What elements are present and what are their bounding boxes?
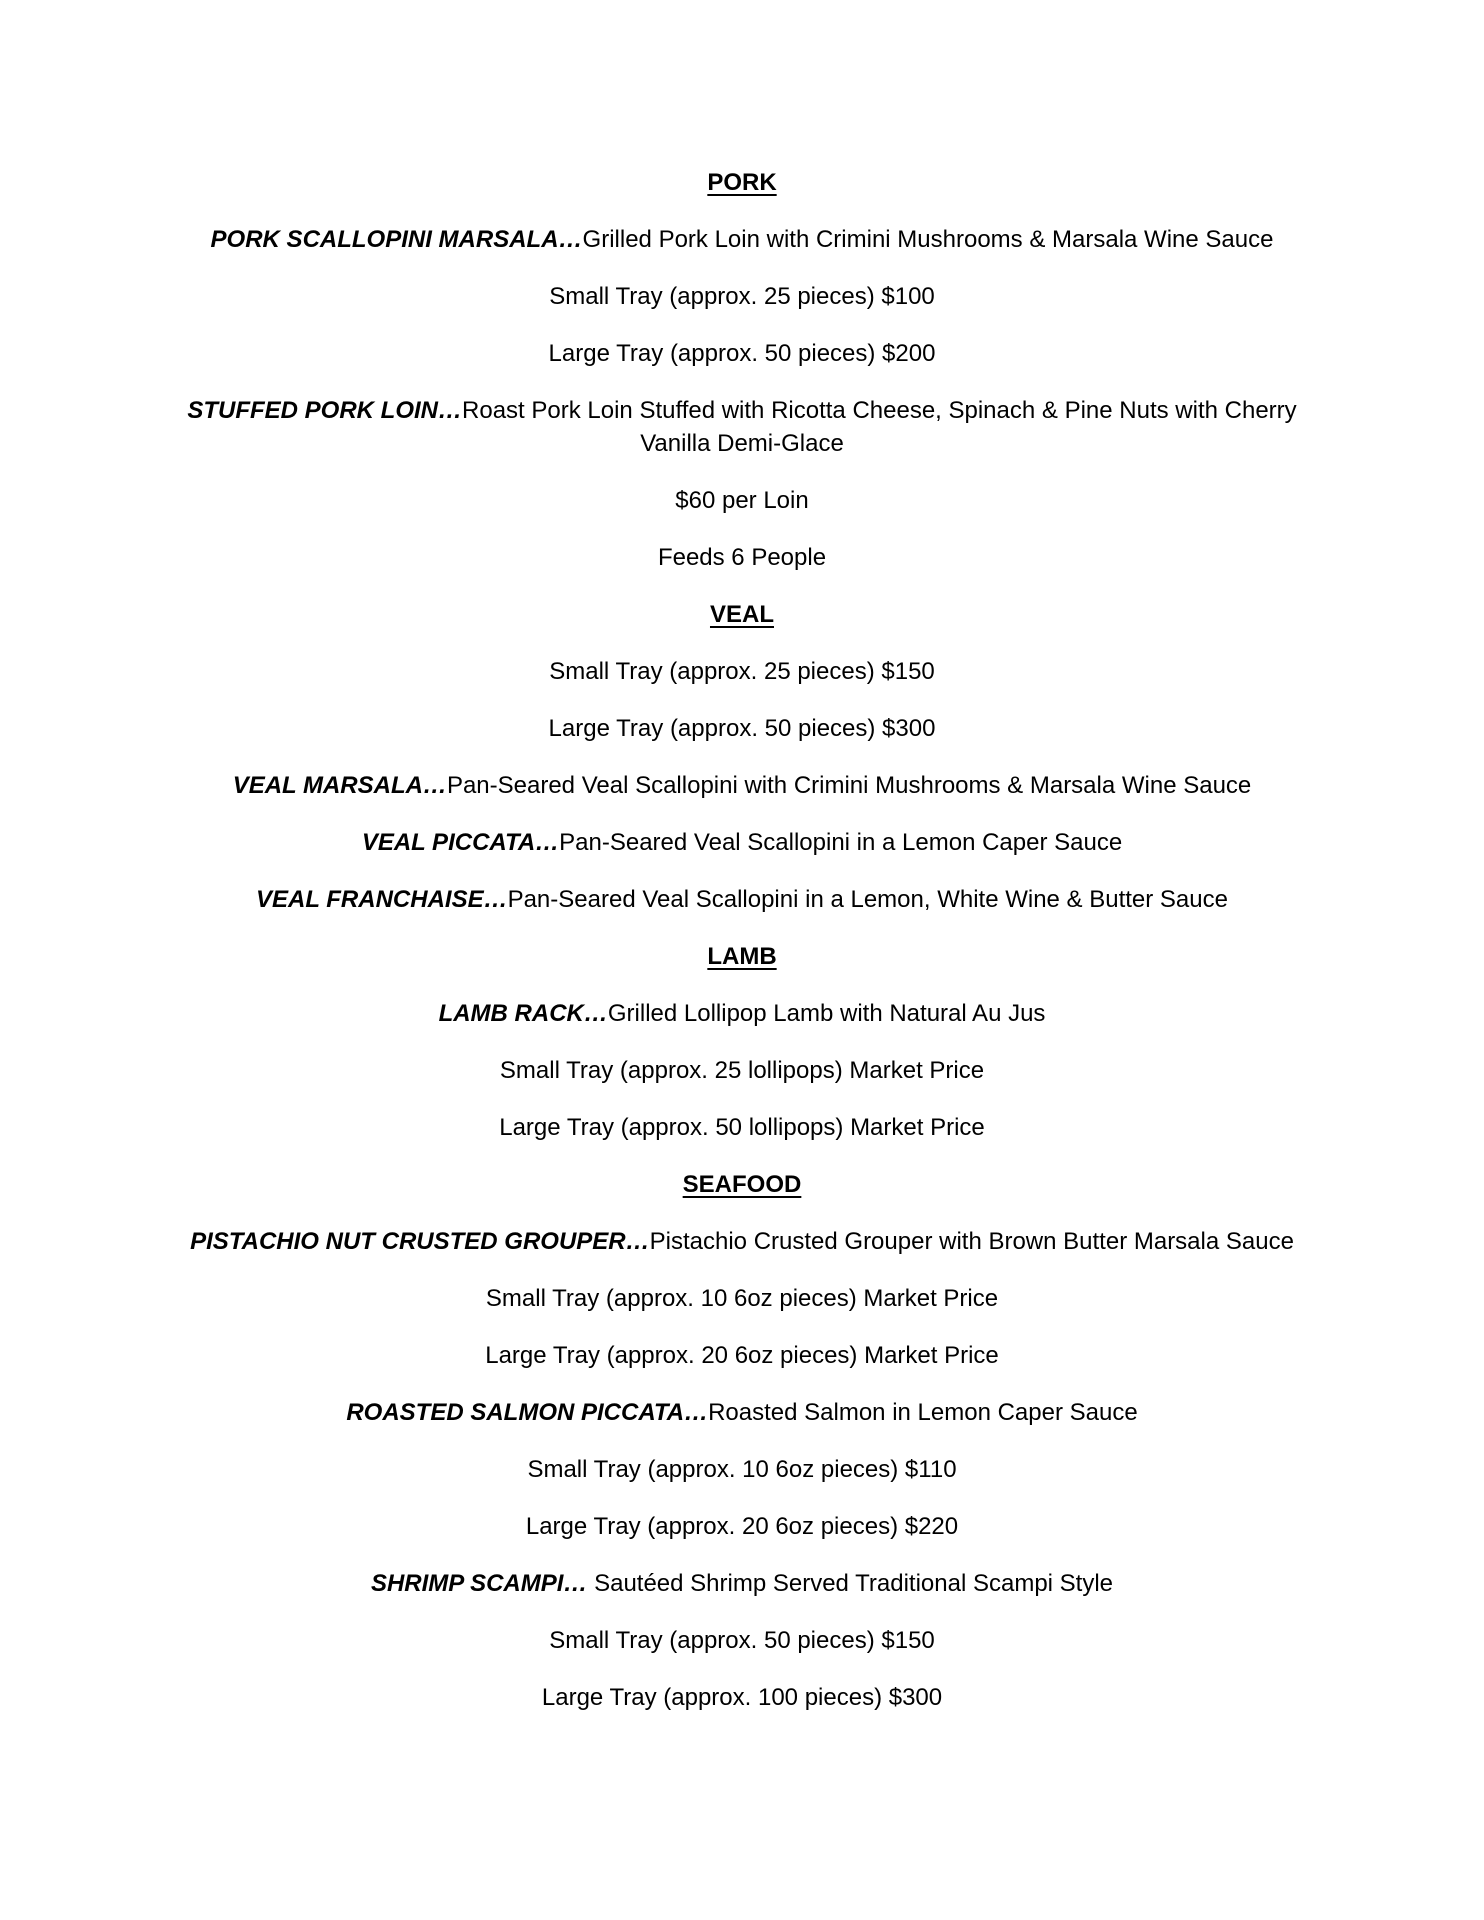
price-line: Large Tray (approx. 50 lollipops) Market Price — [499, 1114, 985, 1141]
item-description: Pan-Seared Veal Scallopini with Crimini Mushrooms & Marsala Wine Sauce — [446, 772, 1252, 799]
item-name: PORK SCALLOPINI MARSALA… — [210, 226, 583, 253]
item-name: VEAL FRANCHAISE… — [256, 886, 508, 913]
section-heading-seafood: SEAFOOD — [682, 1171, 802, 1198]
item-description: Grilled Lollipop Lamb with Natural Au Jus — [607, 1000, 1046, 1027]
item-description: Pan-Seared Veal Scallopini in a Lemon, White Wine & Butter Sauce — [507, 886, 1228, 913]
item-name: LAMB RACK… — [438, 1000, 608, 1027]
menu-item-salmon-piccata — [0, 1396, 1484, 1429]
item-description: Pistachio Crusted Grouper with Brown Butter Marsala Sauce — [649, 1228, 1294, 1255]
price-line: Large Tray (approx. 50 pieces) $200 — [548, 340, 936, 367]
price-line: Large Tray (approx. 50 pieces) $300 — [548, 715, 936, 742]
serving-note: Feeds 6 People — [657, 544, 827, 571]
price-line: Small Tray (approx. 25 pieces) $150 — [549, 658, 935, 685]
item-description: Grilled Pork Loin with Crimini Mushrooms & Marsala Wine Sauce — [582, 226, 1274, 253]
price-line: $60 per Loin — [675, 487, 809, 514]
menu-item-lamb-rack — [0, 997, 1484, 1030]
item-name: VEAL MARSALA… — [232, 772, 447, 799]
price-line: Large Tray (approx. 20 6oz pieces) $220 — [525, 1513, 959, 1540]
item-description: Roast Pork Loin Stuffed with Ricotta Cheese, Spinach & Pine Nuts with Cherry Vanilla Demi-Glace — [462, 397, 1297, 457]
item-description: Pan-Seared Veal Scallopini in a Lemon Caper Sauce — [559, 829, 1123, 856]
item-name: VEAL PICCATA… — [361, 829, 560, 856]
item-name: ROASTED SALMON PICCATA… — [346, 1399, 709, 1426]
menu-item-pork-scallopini — [0, 223, 1484, 256]
price-line: Large Tray (approx. 20 6oz pieces) Market Price — [485, 1342, 999, 1369]
price-line: Small Tray (approx. 10 6oz pieces) Market Price — [485, 1285, 999, 1312]
item-name: STUFFED PORK LOIN… — [187, 397, 463, 424]
menu-item-veal-piccata — [0, 826, 1484, 859]
price-line: Large Tray (approx. 100 pieces) $300 — [541, 1684, 943, 1711]
menu-page — [0, 166, 1484, 1738]
price-line: Small Tray (approx. 25 lollipops) Market Price — [499, 1057, 985, 1084]
section-heading-lamb: LAMB — [707, 943, 777, 970]
section-heading-veal: VEAL — [709, 601, 774, 628]
menu-item-veal-marsala — [0, 769, 1484, 802]
menu-item-veal-franchaise — [0, 883, 1484, 916]
item-description: Roasted Salmon in Lemon Caper Sauce — [708, 1399, 1138, 1426]
price-line: Small Tray (approx. 10 6oz pieces) $110 — [527, 1456, 957, 1483]
item-description: Sautéed Shrimp Served Traditional Scampi Style — [587, 1570, 1114, 1597]
item-name: PISTACHIO NUT CRUSTED GROUPER… — [190, 1228, 650, 1255]
item-name: SHRIMP SCAMPI… — [370, 1570, 588, 1597]
section-heading-pork: PORK — [707, 169, 777, 196]
menu-item-grouper — [0, 1225, 1484, 1258]
price-line: Small Tray (approx. 25 pieces) $100 — [549, 283, 935, 310]
menu-item-stuffed-pork-loin — [0, 394, 1484, 460]
price-line: Small Tray (approx. 50 pieces) $150 — [549, 1627, 935, 1654]
menu-item-shrimp-scampi — [0, 1567, 1484, 1600]
